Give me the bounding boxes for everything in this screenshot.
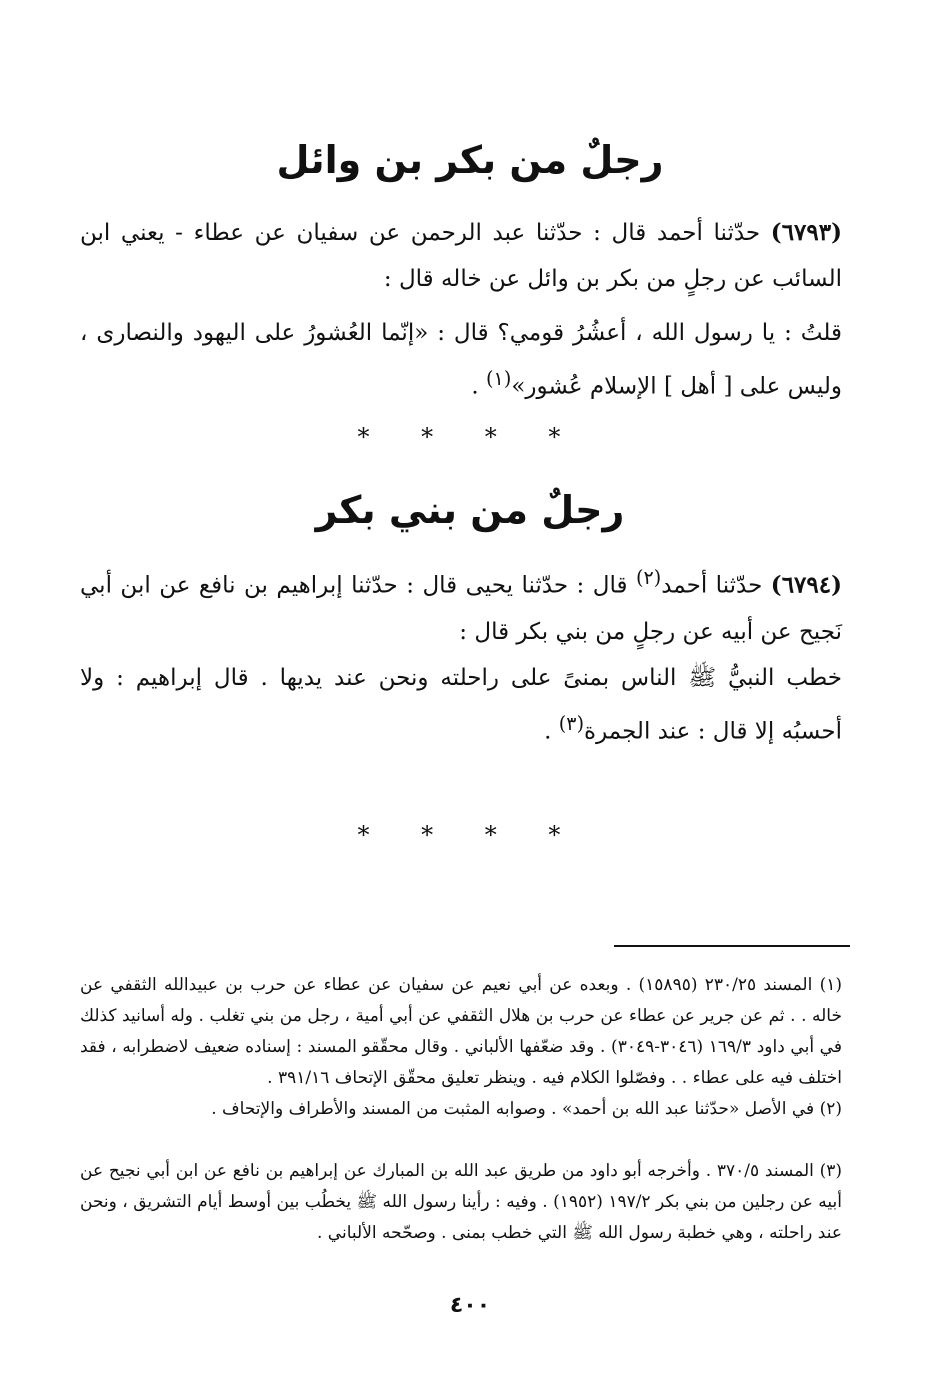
- page-number: ٤٠٠: [449, 1293, 491, 1318]
- section-separator: * * * *: [357, 423, 583, 451]
- footnote-2: (٢) في الأصل «حدّثنا عبد الله بن أحمد» . وصوابه المثبت من المسند والأطراف والإتحاف .: [211, 1099, 842, 1119]
- footnote-3: (٣) المسند ٣٧٠/٥ . وأخرجه أبو داود من طريق عبد الله بن المبارك عن إبراهيم بن نافع عن ابن أبي نجيح عن أبيه عن رجلين من بني بكر ١٩٧/٢ (١٩٥٢) . وفيه : رأينا رسول الله ﷺ يخطُب بين أوسط أيام التشريق ، ونحن عند راحلته ، وهي خطبة رسول الله ﷺ التي خطب بمنى . وصحّحه الألباني .: [80, 1161, 843, 1243]
- matn-end: .: [471, 373, 487, 400]
- hadith-number: (٦٧٩٤): [770, 571, 842, 599]
- hadith-matn: [80, 310, 842, 410]
- matn-end: .: [544, 718, 559, 745]
- section-separator: * * * *: [357, 821, 583, 849]
- hadith-isnad: [80, 210, 842, 302]
- hadith-isnad: [80, 555, 842, 655]
- isnad-text: حدّثنا أحمد قال : حدّثنا عبد الرحمن عن سفيان عن عطاء - يعني ابن السائب عن رجلٍ من بكر بن وائل عن خاله قال :: [80, 220, 842, 292]
- section-title: رجلٌ من بني بكر: [315, 488, 625, 532]
- footnote-ref: (١): [486, 367, 512, 390]
- isnad-text: حدّثنا أحمد: [661, 572, 771, 599]
- footnote-ref: (٣): [558, 712, 585, 735]
- footnote-divider: [614, 945, 850, 947]
- matn-text: قلتُ : يا رسول الله ، أعشُرُ قومي؟ قال : «إنّما العُشورُ على اليهود والنصارى ، وليس على [ أهل ] الإسلام عُشور»: [80, 320, 842, 400]
- isnad-text-continued: قال : حدّثنا يحيى قال : حدّثنا إبراهيم بن نافع عن ابن أبي نَجيح عن أبيه عن رجلٍ من بني بكر قال :: [80, 572, 842, 645]
- matn-text: خطب النبيُّ ﷺ الناس بمنىً على راحلته ونحن عند يديها . قال إبراهيم : ولا أحسبُه إلا قال : عند الجمرة: [80, 665, 842, 745]
- footnote-ref: (٢): [635, 566, 662, 589]
- hadith-matn: [80, 655, 842, 755]
- footnote-1: (١) المسند ٢٣٠/٢٥ (١٥٨٩٥) . وبعده عن أبي نعيم عن سفيان عن عطاء عن حرب بن عبيدالله الثقفي عن خاله . . ثم عن جرير عن عطاء عن حرب بن هلال الثقفي عن أبي أمية ، رجل من بني تغلب . وله أسانيد كذلك في أبي داود ١٦٩/٣ (٣٠٤٦-٣٠٤٩) . وقد ضعّفها الألباني . وقال محقّقو المسند : إسناده ضعيف لاضطرابه ، فقد اختلف فيه على عطاء . . وفصّلوا الكلام فيه . وينظر تعليق محقّق الإتحاف ٣٩١/١٦ .: [80, 975, 843, 1088]
- hadith-number: (٦٧٩٣): [770, 219, 842, 246]
- section-title: رجلٌ من بكر بن وائل: [276, 138, 664, 182]
